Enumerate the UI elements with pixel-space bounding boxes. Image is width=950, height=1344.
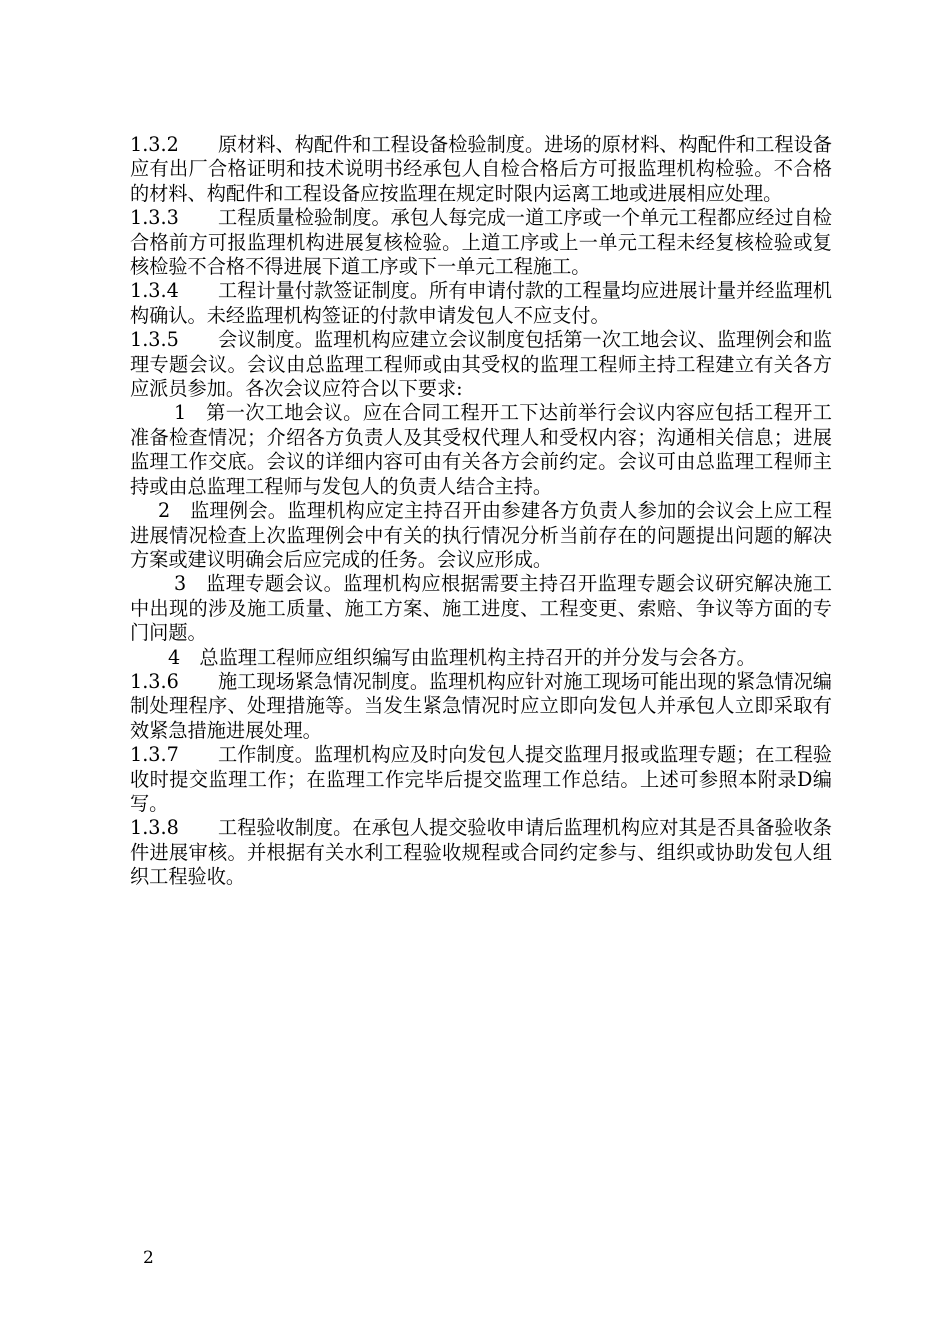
meeting-item-1: 1 第一次工地会议。应在合同工程开工下达前举行会议内容应包括工程开工准备检查情况；介绍各方负责人及其受权代理人和受权内容；沟通相关信息；进展监理工作交底。会议的详细内容可由有关各方会前约定。会议可由总监理工程师主持或由总监理工程师与发包人的负责人结合主持。 (130, 401, 832, 498)
meeting-item-2: 2 监理例会。监理机构应定主持召开由参建各方负责人参加的会议会上应工程进展情况检查上次监理例会中有关的执行情况分析当前存在的问题提出问题的解决方案或建议明确会后应完成的任务。会议应形成。 (130, 499, 832, 571)
meeting-item-3: 3 监理专题会议。监理机构应根据需要主持召开监理专题会议研究解决施工中出现的涉及施工质量、施工方案、施工进度、工程变更、索赔、争议等方面的专门问题。 (130, 572, 832, 645)
section-text: 工程计量付款签证制度。所有申请付款的工程量均应进展计量并经监理机构确认。未经监理机构签证的付款申请发包人不应支付。 (130, 279, 832, 327)
section-1-3-6 (130, 670, 832, 743)
meeting-item-4: 4 总监理工程师应组织编写由监理机构主持召开的并分发与会各方。 (168, 645, 756, 669)
section-number: 1.3.8 (130, 816, 179, 840)
section-text: 原材料、构配件和工程设备检验制度。进场的原材料、构配件和工程设备应有出厂合格证明和技术说明书经承包人自检合格后方可报监理机构检验。不合格的材料、构配件和工程设备应按监理在规定时限内运离工地或进展相应处理。 (130, 133, 832, 205)
section-1-3-7 (130, 743, 832, 816)
page-number: 2 (143, 1248, 154, 1268)
section-number: 1.3.7 (130, 743, 179, 767)
section-1-3-2 (130, 133, 832, 206)
section-1-3-5 (130, 328, 832, 401)
section-text: 施工现场紧急情况制度。监理机构应针对施工现场可能出现的紧急情况编制处理程序、处理措施等。当发生紧急情况时应立即向发包人并承包人立即采取有效紧急措施进展处理。 (130, 669, 832, 742)
section-number: 1.3.5 (130, 328, 179, 352)
section-1-3-8 (130, 816, 832, 889)
section-text: 会议制度。监理机构应建立会议制度包括第一次工地会议、监理例会和监理专题会议。会议由总监理工程师或由其受权的监理工程师主持工程建立有关各方应派员参加。各次会议应符合以下要求: (130, 328, 832, 401)
section-number: 1.3.6 (130, 669, 179, 693)
section-number: 1.3.4 (130, 279, 179, 303)
section-number: 1.3.3 (130, 206, 179, 230)
section-number: 1.3.2 (130, 133, 179, 156)
section-1-3-3 (130, 206, 832, 279)
section-text: 工程质量检验制度。承包人每完成一道工序或一个单元工程都应经过自检合格前方可报监理机构进展复核检验。上道工序或上一单元工程未经复核检验或复核检验不合格不得进展下道工序或下一单元工程施工。 (130, 206, 832, 279)
section-1-3-4 (130, 279, 832, 328)
section-text: 工作制度。监理机构应及时向发包人提交监理月报或监理专题；在工程验收时提交监理工作；在监理工作完毕后提交监理工作总结。上述可参照本附录D编写。 (130, 743, 832, 815)
section-text: 工程验收制度。在承包人提交验收申请后监理机构应对其是否具备验收条件进展审核。并根据有关水利工程验收规程或合同约定参与、组织或协助发包人组织工程验收。 (130, 816, 832, 889)
body-text (130, 133, 832, 890)
